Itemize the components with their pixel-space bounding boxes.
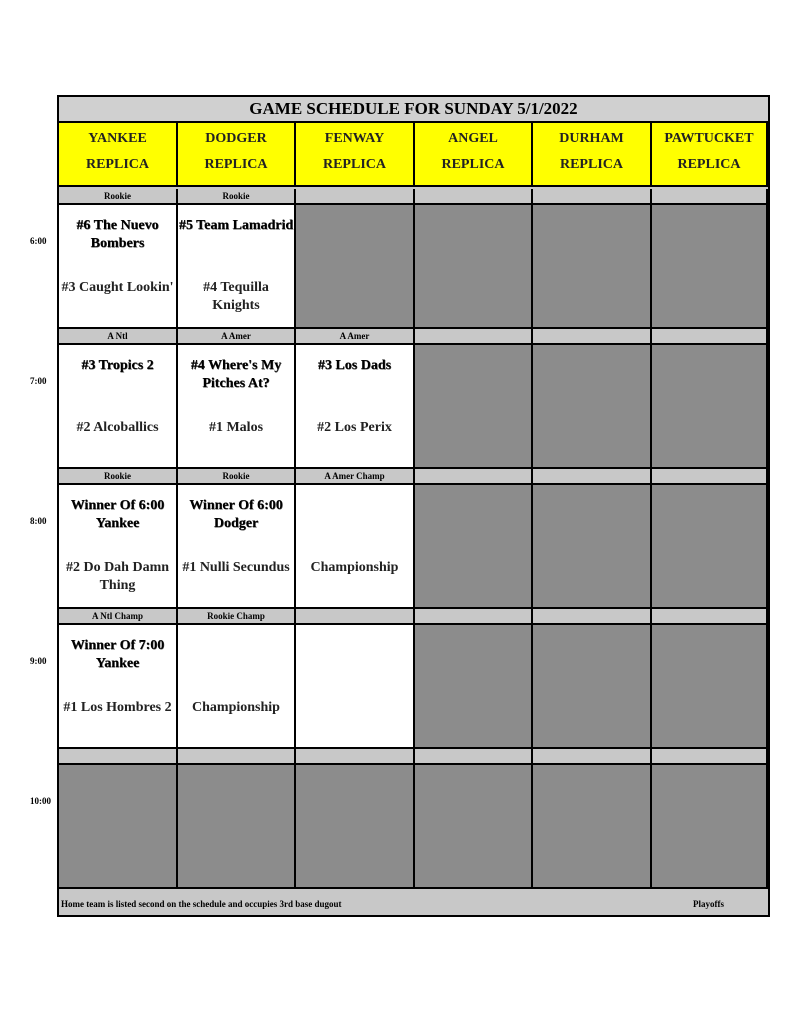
division-label: Rookie [59,189,178,205]
division-label: Rookie [178,469,296,485]
empty-slot [415,625,533,749]
game-cell [296,625,415,749]
division-label [178,749,296,765]
time-label: 9:00 [30,656,47,666]
field-header-angel [415,123,533,187]
team-away: #6 The Nuevo Bombers [76,218,159,251]
division-label [533,609,652,625]
team-home: #3 Caught Lookin' [61,280,174,295]
field-sub: REPLICA [677,157,741,172]
field-name: YANKEE [88,131,147,146]
game-cell [296,485,415,609]
empty-slot [296,205,415,329]
division-label [296,609,415,625]
division-label [415,609,533,625]
game-cell [178,625,296,749]
schedule-sheet [57,95,770,917]
division-label: Rookie [59,469,178,485]
division-label: A Ntl [59,329,178,345]
team-home: #4 Tequilla Knights [203,280,269,313]
game-cell [178,345,296,469]
empty-slot [415,205,533,329]
field-name: ANGEL [448,131,498,146]
division-label [533,329,652,345]
empty-slot [415,485,533,609]
empty-slot [59,765,178,889]
division-label: Rookie [178,189,296,205]
team-home: #2 Los Perix [317,420,392,435]
empty-slot [178,765,296,889]
game-cell [59,345,178,469]
field-sub: REPLICA [559,157,623,172]
game-cell [178,485,296,609]
empty-slot [652,765,768,889]
time-label: 10:00 [30,796,51,806]
empty-slot [533,765,652,889]
team-away: #3 Tropics 2 [81,358,154,373]
division-label: A Amer [178,329,296,345]
game-cell [296,345,415,469]
division-label: A Ntl Champ [59,609,178,625]
game-cell [59,205,178,329]
team-home: Championship [192,700,280,715]
empty-slot [296,765,415,889]
team-away: #5 Team Lamadrid [178,218,294,233]
division-label [533,749,652,765]
game-cell [178,205,296,329]
footer-note: Home team is listed second on the schedule and occupies 3rd base dugout [61,899,342,909]
field-name: DURHAM [559,131,624,146]
page-title: GAME SCHEDULE FOR SUNDAY 5/1/2022 [59,97,768,123]
division-label [296,189,415,205]
team-home: #2 Alcoballics [76,420,159,435]
division-label [296,749,415,765]
empty-slot [415,345,533,469]
field-header-fenway [296,123,415,187]
division-label [533,469,652,485]
team-away: Winner Of 6:00 Yankee [70,498,165,531]
division-label [652,189,768,205]
field-sub: REPLICA [85,157,149,172]
division-label: A Amer [296,329,415,345]
team-home: #1 Los Hombres 2 [63,700,172,715]
field-sub: REPLICA [322,157,386,172]
field-name: FENWAY [324,131,385,146]
division-label [652,749,768,765]
division-label [652,329,768,345]
team-away: Winner Of 7:00 Yankee [70,638,165,671]
division-label [415,469,533,485]
division-label [652,609,768,625]
time-label: 8:00 [30,516,47,526]
empty-slot [415,765,533,889]
division-label [59,749,178,765]
empty-slot [533,485,652,609]
time-label: 6:00 [30,236,47,246]
division-label: A Amer Champ [296,469,415,485]
game-cell [59,485,178,609]
field-header-dodger [178,123,296,187]
field-header-durham [533,123,652,187]
division-label [652,469,768,485]
empty-slot [533,345,652,469]
field-name: PAWTUCKET [664,131,754,146]
division-label: Rookie Champ [178,609,296,625]
team-home: #2 Do Dah Damn Thing [65,560,170,593]
empty-slot [652,345,768,469]
team-home: #1 Malos [208,420,264,435]
empty-slot [652,485,768,609]
division-label [415,329,533,345]
division-label [415,189,533,205]
division-label [533,189,652,205]
field-name: DODGER [205,131,267,146]
footer-tag: Playoffs [693,899,724,909]
time-label: 7:00 [30,376,47,386]
team-away: Winner Of 6:00 Dodger [189,498,283,531]
field-header-pawtucket [652,123,768,187]
footer [59,894,768,915]
empty-slot [652,205,768,329]
empty-slot [533,205,652,329]
field-sub: REPLICA [441,157,505,172]
field-header-yankee [59,123,178,187]
team-home: #1 Nulli Secundus [182,560,290,575]
empty-slot [533,625,652,749]
team-home: Championship [310,560,399,575]
empty-slot [652,625,768,749]
division-label [415,749,533,765]
game-cell [59,625,178,749]
team-away: #4 Where's My Pitches At? [190,358,282,391]
team-away: #3 Los Dads [317,358,392,373]
field-sub: REPLICA [204,157,268,172]
